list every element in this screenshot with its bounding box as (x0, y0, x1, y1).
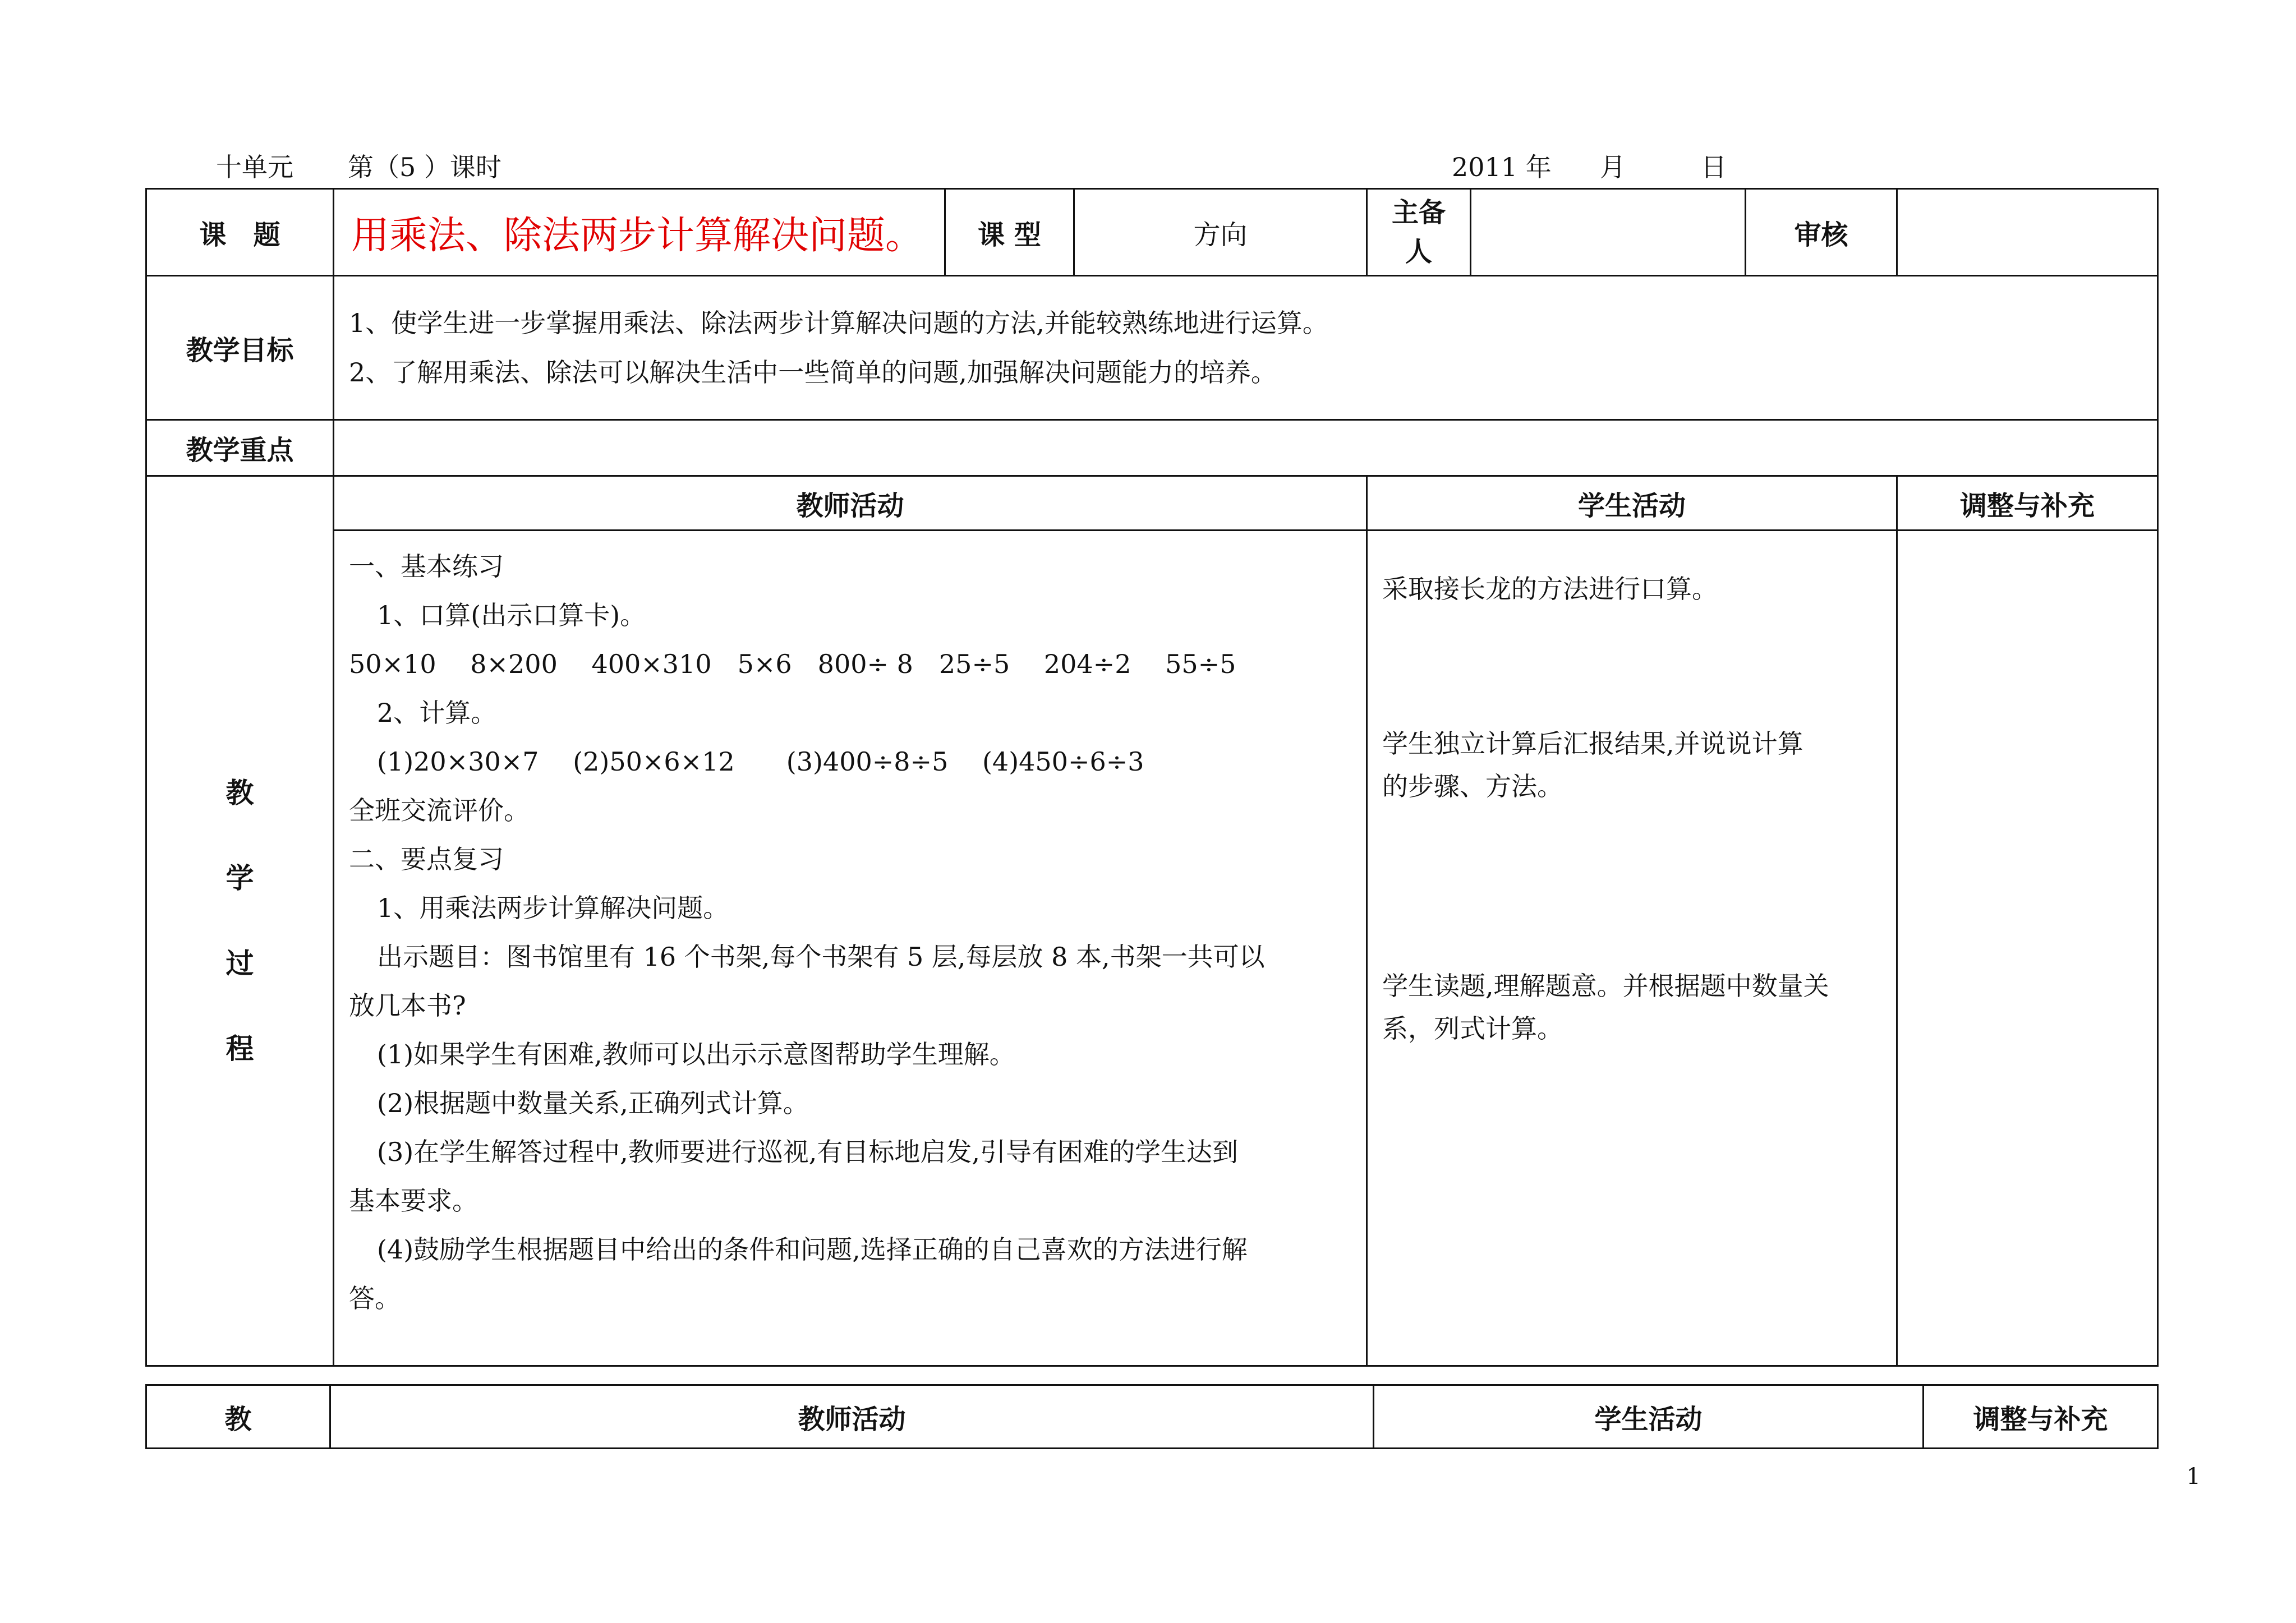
teacher-activity-header: 教师活动 (334, 476, 1367, 531)
continuation-header-row (146, 1385, 2158, 1449)
goals-label: 教学目标 (146, 276, 334, 420)
process-char: 程 (226, 1032, 254, 1065)
goals-row (146, 276, 2158, 420)
preparer-label-line1: 主备 (1391, 197, 1446, 228)
process-char: 学 (226, 862, 254, 895)
process-header-row (146, 476, 2158, 531)
continuation-label: 教 (146, 1385, 330, 1449)
student-note: 学生读题,理解题意。并根据题中数量关 (1382, 971, 1829, 1001)
teacher-line: 二、要点复习 (349, 844, 504, 874)
process-content-row (146, 531, 2158, 1366)
continuation-teacher-header: 教师活动 (330, 1385, 1374, 1449)
page-number: 1 (2186, 1464, 2201, 1490)
preparer-value (1471, 189, 1746, 276)
teacher-line: 2、计算。 (377, 698, 497, 728)
teacher-line: 出示题目：图书馆里有 16 个书架,每个书架有 5 层,每层放 8 本,书架一共可以 (377, 942, 1265, 972)
title-row (146, 189, 2158, 276)
lesson-plan-table (145, 188, 2159, 1367)
goals-content (334, 276, 2158, 420)
teacher-line: (3)在学生解答过程中,教师要进行巡视,有目标地启发,引导有困难的学生达到 (377, 1137, 1239, 1167)
type-value: 方向 (1074, 189, 1367, 276)
process-char: 教 (226, 777, 254, 809)
adjust-content (1897, 531, 2158, 1366)
goal-item: 1、使学生进一步掌握用乘法、除法两步计算解决问题的方法,并能较熟练地进行运算。 (349, 308, 1328, 338)
teacher-line: (1)20×30×7 (2)50×6×12 (3)400÷8÷5 (4)450÷6÷3 (377, 746, 1144, 777)
day-label: 日 (1701, 152, 1727, 182)
teacher-line: 1、口算(出示口算卡)。 (377, 600, 646, 630)
key-points-value (334, 420, 2158, 476)
review-label: 审核 (1746, 189, 1897, 276)
teacher-line: 50×10 8×200 400×310 5×6 800÷ 8 25÷5 204÷2 55÷5 (349, 649, 1236, 679)
continuation-student-header: 学生活动 (1374, 1385, 1924, 1449)
preparer-label (1367, 189, 1471, 276)
process-char: 过 (226, 947, 254, 980)
key-points-row (146, 420, 2158, 476)
teacher-line: 一、基本练习 (349, 551, 504, 582)
student-note: 学生独立计算后汇报结果,并说说计算 (1382, 728, 1803, 759)
teacher-line: (1)如果学生有困难,教师可以出示示意图帮助学生理解。 (377, 1039, 1015, 1069)
teacher-line: 基本要求。 (349, 1186, 478, 1216)
teacher-line: 放几本书? (349, 990, 466, 1021)
student-note: 的步骤、方法。 (1382, 771, 1563, 801)
period-label: 第（5 ）课时 (348, 152, 501, 182)
teacher-line: 1、用乘法两步计算解决问题。 (377, 893, 729, 923)
topic-value: 用乘法、除法两步计算解决问题。 (334, 189, 945, 276)
month-label: 月 (1600, 152, 1626, 182)
key-points-label: 教学重点 (146, 420, 334, 476)
student-activity-header: 学生活动 (1367, 476, 1897, 531)
year-label: 2011 年 (1452, 152, 1552, 182)
student-note: 系，列式计算。 (1382, 1013, 1563, 1044)
unit-label: 十单元 (216, 152, 293, 182)
student-activity-content (1367, 531, 1897, 1366)
teacher-line: 答。 (349, 1283, 401, 1313)
teacher-activity-content (334, 531, 1367, 1366)
topic-label: 课 题 (146, 189, 334, 276)
process-label (146, 476, 334, 1366)
teacher-line: 全班交流评价。 (349, 795, 530, 826)
continuation-table (145, 1384, 2159, 1449)
type-label: 课 型 (945, 189, 1074, 276)
review-value (1897, 189, 2158, 276)
teacher-line: (4)鼓励学生根据题目中给出的条件和问题,选择正确的自己喜欢的方法进行解 (377, 1234, 1248, 1265)
adjust-header: 调整与补充 (1897, 476, 2158, 531)
preparer-label-line2: 人 (1405, 236, 1432, 268)
goal-item: 2、了解用乘法、除法可以解决生活中一些简单的问题,加强解决问题能力的培养。 (349, 357, 1277, 388)
continuation-adjust-header: 调整与补充 (1924, 1385, 2158, 1449)
teacher-line: (2)根据题中数量关系,正确列式计算。 (377, 1088, 809, 1118)
student-note: 采取接长龙的方法进行口算。 (1382, 574, 1718, 604)
